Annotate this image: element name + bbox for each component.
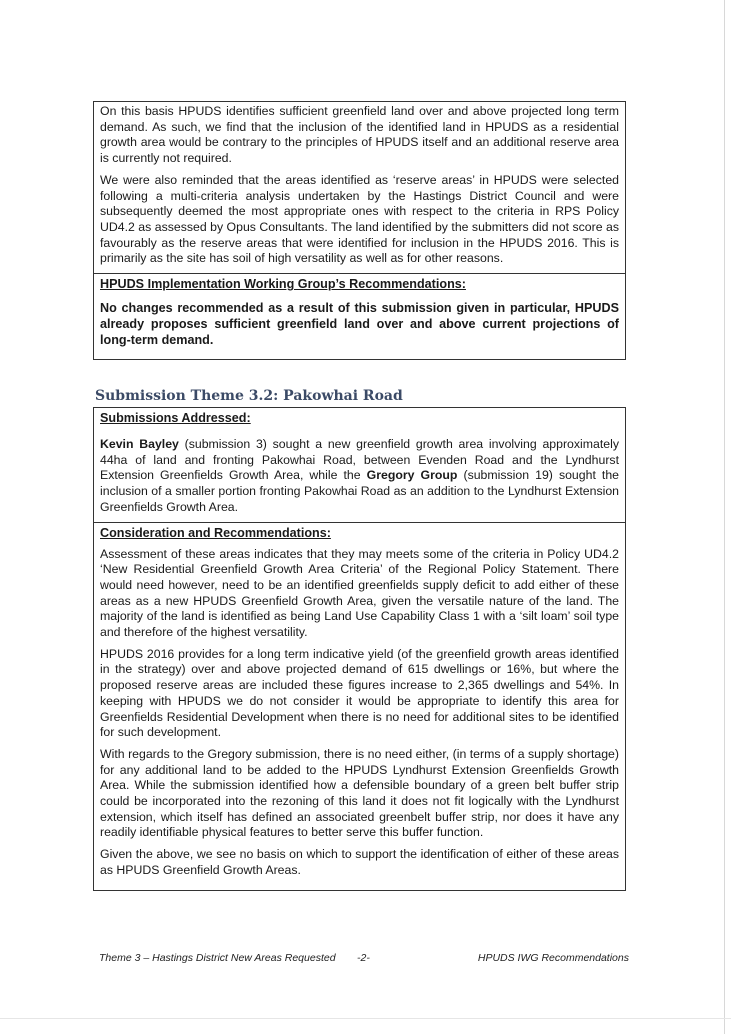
submitter-name-2: Gregory Group [366, 468, 458, 483]
consideration-header: Consideration and Recommendations: [100, 525, 331, 540]
consideration-paragraph-2: HPUDS 2016 provides for a long term indicative yield (of the greenfield growth areas identified in the strategy) over and above projected demand of 615 dwellings or 16%, but where the proposed reserve areas are included these figures increase to 2,365 dwellings and 54%. In keeping with HPUDS we do not consider it would be appropriate to identify this area for Greenfields Residential Development when there is no need for additional sites to be identified for such development. [100, 646, 619, 740]
submitter-name-1: Kevin Bayley [100, 437, 179, 451]
recommendations-header: HPUDS Implementation Working Group’s Recommendations: [100, 277, 466, 292]
consideration-paragraph-1: Assessment of these areas indicates that they may meets some of the criteria in Policy UD4.2 ‘New Residential Greenfield Growth Area Criteria’ of the Regional Policy Statement. There would need however, need to be an identified greenfields supply deficit to add either of these areas as a new HPUDS Greenfield Growth Area, given the versatile nature of the land. The majority of the land is identified as being Land Use Capability Class 1 with a ‘silt loam’ soil type and therefore of the highest versatility. [100, 546, 619, 640]
recommendation-cell [94, 273, 625, 348]
submission-theme-box [93, 407, 626, 891]
footer-document-title: Theme 3 – Hastings District New Areas Requested [99, 952, 336, 964]
theme-title: Submission Theme 3.2: Pakowhai Road [95, 388, 403, 404]
submissions-cell [94, 408, 625, 516]
footer-page-number: -2- [357, 952, 370, 964]
page-edge-line [724, 0, 725, 1034]
submissions-addressed-header: Submissions Addressed: [100, 411, 251, 425]
discussion-cell [94, 102, 625, 267]
discussion-paragraph-1: On this basis HPUDS identifies sufficient greenfield land over and above projected long term demand. As such, we find that the inclusion of the identified land in HPUDS as a residential growth area would be contrary to the principles of HPUDS itself and an additional reserve area is currently not required. [100, 104, 619, 166]
recommendation-text: No changes recommended as a result of this submission given in particular, HPUDS already proposes sufficient greenfield land over and above current projections of long-term demand. [100, 301, 619, 348]
footer-report-name: HPUDS IWG Recommendations [477, 952, 629, 964]
discussion-paragraph-2: We were also reminded that the areas identified as ‘reserve areas’ in HPUDS were selected following a multi-criteria analysis undertaken by the Hastings District Council and were subsequently deemed the most appropriate ones with respect to the criteria in RPS Policy UD4.2 as assessed by Opus Consultants. The land identified by the submitters did not score as favourably as the reserve areas that were identified for inclusion in the HPUDS 2016. This is primarily as the site has soil of high versatility as well as for other reasons. [100, 172, 619, 266]
recommendation-box [93, 101, 626, 360]
consideration-paragraph-4: Given the above, we see no basis on which to support the identification of either of these areas as HPUDS Greenfield Growth Areas. [100, 847, 619, 877]
consideration-cell [94, 522, 625, 879]
submission-text-1: (submission 3) sought a new greenfield growth area involving approximately 44ha of land and fronting Pakowhai Road, between Evenden Road and the Lyndhurst Extension Greenfields Growth Area, while the [100, 437, 619, 483]
submissions-paragraph [100, 437, 619, 516]
submission-text-2: (submission 19) sought the inclusion of a smaller portion fronting Pakowhai Road as an addition to the Lyndhurst Extension Greenfields Growth Area. [100, 468, 620, 514]
consideration-paragraph-3: With regards to the Gregory submission, there is no need either, (in terms of a supply shortage) for any additional land to be added to the HPUDS Lyndhurst Extension Greenfields Growth Area. While the submission identified how a defensible boundary of a green belt buffer strip could be incorporated into the rezoning of this land it does not fit logically with the Lyndhurst extension, which itself has defined an associated greenbelt buffer strip, nor does it have any readily identifiable physical features to better serve this buffer function. [100, 746, 619, 840]
page-bottom-edge [0, 1018, 731, 1019]
